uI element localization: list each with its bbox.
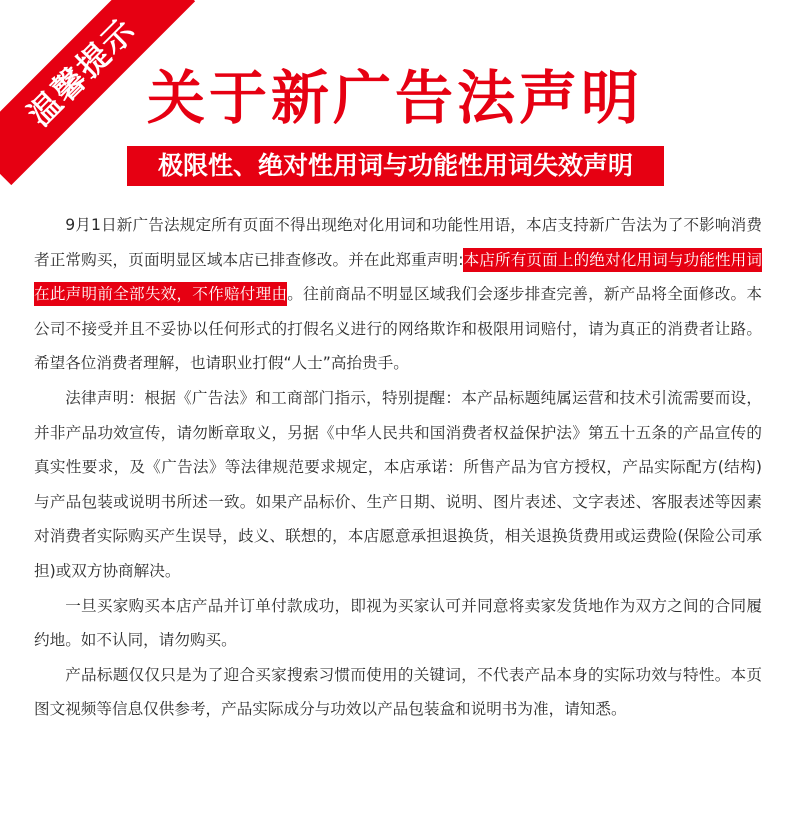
highlighted-statement: 本店所有页面上的绝对化用词与功能性用词在此声明前全部失效，不作赔付理由 — [34, 248, 762, 307]
paragraph-legal-statement: 法律声明：根据《广告法》和工商部门指示，特别提醒：本产品标题纯属运营和技术引流需要而设，并非产品功效宣传，请勿断章取义，另据《中华人民共和国消费者权益保护法》第五十五条的产品宣传的真实性要求，及《广告法》等法律规范要求规定，本店承诺：所售产品为官方授权，产品实际配方(结构)与产品包装或说明书所述一致。如果产品标价、生产日期、说明、图片表述、文字表述、客服表述等因素对消费者实际购买产生误导，歧义、联想的，本店愿意承担退换货，相关退换货费用或运费险(保险公司承担)或双方协商解决。 — [34, 388, 762, 580]
paragraph-contract-location: 一旦买家购买本店产品并订单付款成功，即视为买家认可并同意将卖家发货地作为双方之间的合同履约地。如不认同，请勿购买。 — [34, 596, 762, 650]
subtitle-banner: 极限性、绝对性用词与功能性用词失效声明 — [127, 146, 664, 186]
paragraph-1-rest: 。往前商品不明显区域我们会逐步排查完善，新产品将全面修改。本公司不接受并且不妥协以任何形式的打假名义进行的网络欺诈和极限用词赔付，请为真正的消费者让路。希望各位消费者理解，也请职业打假“人士”高抬贵手。 — [34, 285, 762, 373]
paragraph-title-keywords: 产品标题仅仅只是为了迎合买家搜索习惯而使用的关键词，不代表产品本身的实际功效与特性。本页图文视频等信息仅供参考，产品实际成分与功效以产品包装盒和说明书为准，请知悉。 — [34, 665, 762, 719]
paragraph-1 — [34, 208, 762, 381]
ribbon-label: 温馨提示 — [0, 0, 195, 185]
statement-body — [34, 208, 762, 727]
page-title: 关于新广告法声明 — [146, 64, 643, 132]
paragraph-1-intro: 9月1日新广告法规定所有页面不得出现绝对化用词和功能性用语，本店支持新广告法为了不影响消费者正常购买，页面明显区域本店已排查修改。并在此郑重声明: — [34, 216, 762, 269]
